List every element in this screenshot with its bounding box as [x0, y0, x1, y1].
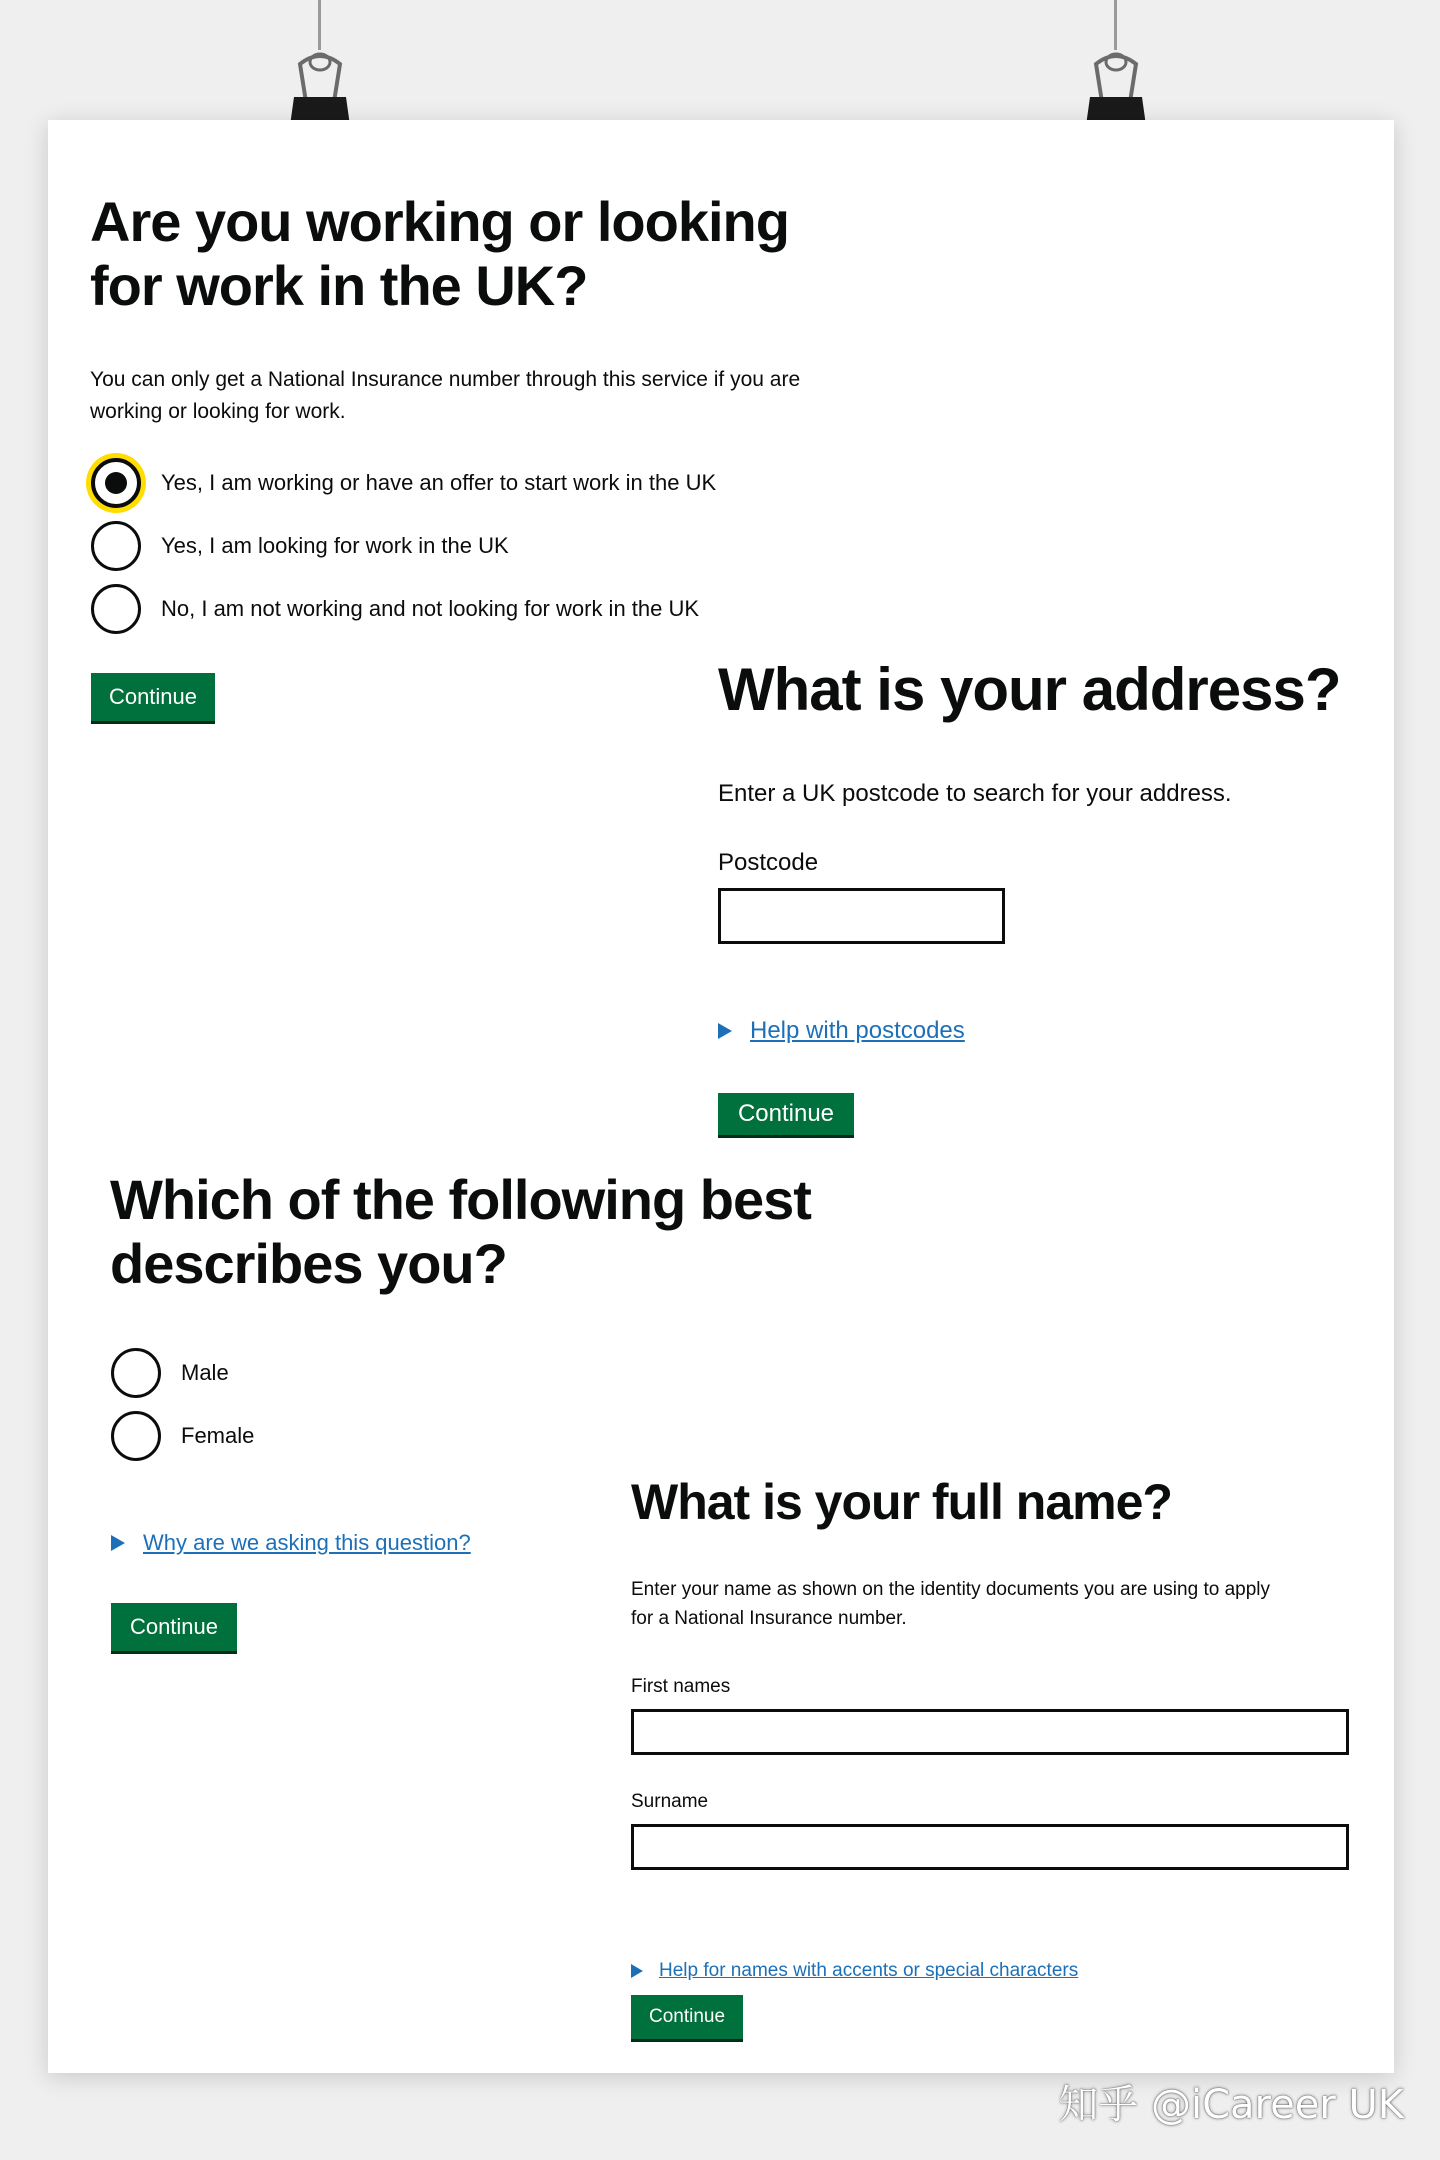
first-names-input[interactable]	[631, 1709, 1349, 1755]
radio-label: Yes, I am looking for work in the UK	[161, 533, 509, 558]
radio-working[interactable]	[91, 458, 716, 508]
gender-help-link[interactable]: Why are we asking this question?	[143, 1530, 471, 1555]
poster-sheet	[48, 120, 1394, 2073]
continue-button-gender[interactable]: Continue	[111, 1603, 237, 1651]
heading-line: Are you working or looking	[90, 190, 789, 253]
radio-icon[interactable]	[111, 1348, 161, 1398]
page-title-work-status	[90, 190, 789, 318]
postcode-help-link[interactable]: Help with postcodes	[750, 1017, 965, 1044]
surname-label: Surname	[631, 1791, 709, 1812]
page-title-full-name: What is your full name?	[631, 1474, 1172, 1530]
first-names-label: First names	[631, 1676, 731, 1697]
address-hint: Enter a UK postcode to search for your address.	[718, 780, 1232, 807]
radio-female[interactable]	[111, 1411, 254, 1461]
hint-line: for a National Insurance number.	[631, 1608, 907, 1629]
full-name-hint	[631, 1575, 1270, 1633]
postcode-label: Postcode	[718, 849, 819, 876]
hint-line: Enter your name as shown on the identity documents you are using to apply	[631, 1579, 1270, 1600]
name-help-details[interactable]	[631, 1960, 1078, 1982]
name-help-link[interactable]: Help for names with accents or special characters	[659, 1960, 1079, 1981]
heading-line: Which of the following best	[110, 1168, 811, 1231]
hint-line: You can only get a National Insurance number through this service if you are	[90, 368, 801, 391]
continue-button-work-status[interactable]: Continue	[91, 673, 215, 721]
surname-input[interactable]	[631, 1824, 1349, 1870]
disclosure-triangle-icon	[111, 1535, 125, 1551]
disclosure-triangle-icon	[718, 1023, 732, 1039]
radio-icon[interactable]	[91, 521, 141, 571]
radio-male[interactable]	[111, 1348, 229, 1398]
radio-label: Male	[181, 1360, 229, 1385]
radio-icon[interactable]	[91, 584, 141, 634]
continue-button-address[interactable]: Continue	[718, 1093, 854, 1135]
page-title-gender	[110, 1168, 811, 1296]
gender-help-details[interactable]	[111, 1530, 471, 1556]
radio-label: Yes, I am working or have an offer to start work in the UK	[161, 470, 717, 495]
radio-label: No, I am not working and not looking for work in the UK	[161, 596, 700, 621]
radio-looking[interactable]	[91, 521, 509, 571]
continue-button-full-name[interactable]: Continue	[631, 1995, 743, 2039]
heading-line: describes you?	[110, 1232, 507, 1295]
disclosure-triangle-icon	[631, 1964, 643, 1978]
radio-label: Female	[181, 1423, 255, 1448]
work-status-hint	[90, 364, 800, 428]
radio-icon[interactable]	[111, 1411, 161, 1461]
postcode-help-details[interactable]	[718, 1017, 965, 1045]
hint-line: working or looking for work.	[90, 400, 346, 423]
radio-not-working[interactable]	[91, 584, 699, 634]
watermark: 知乎 @iCareer UK	[1058, 2082, 1404, 2128]
postcode-input[interactable]	[718, 888, 1005, 944]
radio-icon[interactable]	[91, 458, 141, 508]
page-title-address: What is your address?	[718, 656, 1341, 723]
heading-line: for work in the UK?	[90, 254, 588, 317]
